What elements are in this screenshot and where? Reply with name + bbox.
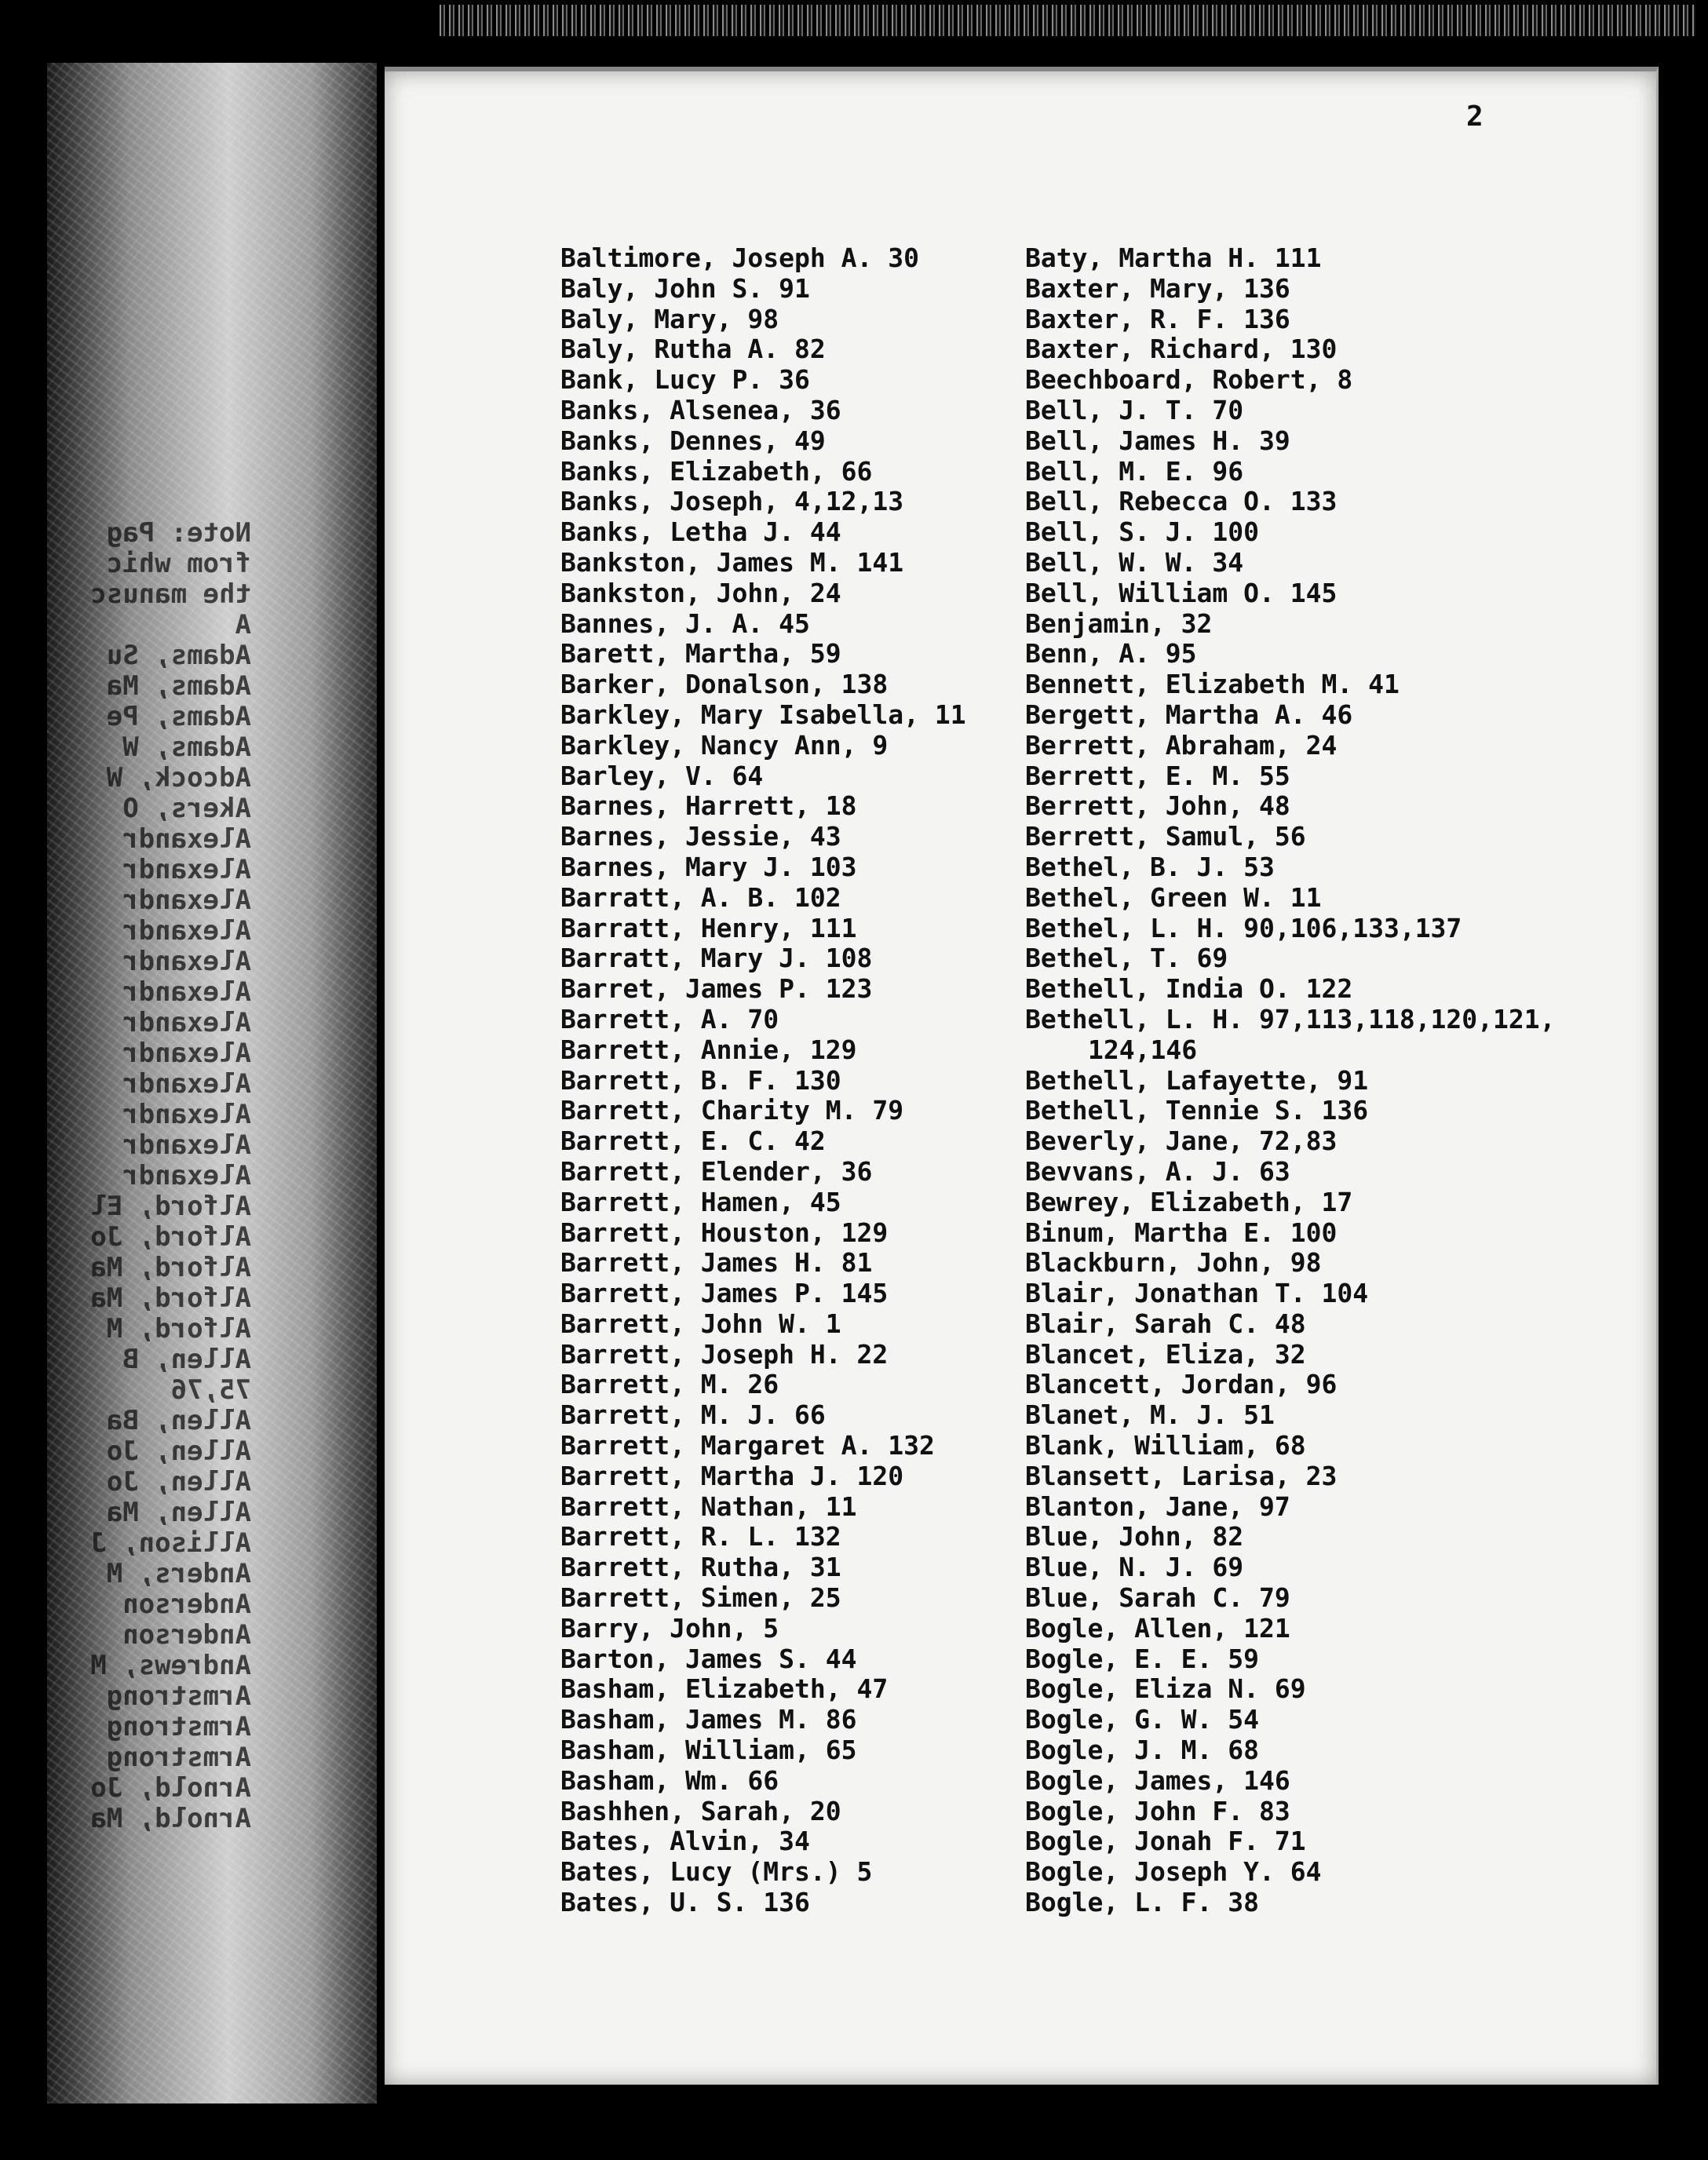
ghost-line: Alford, Ma [90, 1252, 251, 1283]
ghost-line: Alford, M [106, 1313, 251, 1345]
adjacent-page-ghost-text [63, 518, 251, 1834]
index-column-left [560, 243, 966, 1918]
index-entry: Basham, James M. 86 [560, 1704, 857, 1735]
index-entry: Benjamin, 32 [1025, 608, 1213, 639]
index-entry: Barrett, Rutha, 31 [560, 1552, 841, 1583]
index-entry: Barrett, R. L. 132 [560, 1521, 841, 1552]
scan-edge-noise [440, 5, 1695, 36]
ghost-line: Allison, J [90, 1527, 251, 1559]
ghost-line: A [235, 609, 251, 640]
ghost-line: Allen, B [122, 1344, 251, 1375]
index-entry: Baty, Martha H. 111 [1025, 243, 1322, 273]
index-entry: Baxter, Richard, 130 [1025, 334, 1338, 365]
index-entry: Barker, Donalson, 138 [560, 669, 889, 700]
index-entry: Banks, Elizabeth, 66 [560, 455, 873, 487]
index-entry: Bethell, L. H. 97,113,118,120,121, [1025, 1003, 1556, 1034]
index-entry: Baly, Rutha A. 82 [560, 334, 826, 365]
ghost-line: Alexandr [122, 1160, 251, 1191]
index-entry: Barret, James P. 123 [560, 973, 873, 1005]
index-entry: Bevvans, A. J. 63 [1025, 1155, 1290, 1187]
index-entry: Bell, William O. 145 [1025, 577, 1338, 608]
ghost-line: Alexandr [122, 1068, 251, 1100]
index-entry: Blair, Sarah C. 48 [1025, 1308, 1306, 1339]
index-entry: Blank, William, 68 [1025, 1430, 1306, 1461]
ghost-line: Alexandr [122, 1038, 251, 1069]
ghost-line: Anders, M [106, 1558, 251, 1589]
index-entry: Barrett, B. F. 130 [560, 1064, 841, 1096]
ghost-line: Alexandr [122, 976, 251, 1008]
index-entry: Barrett, Hamen, 45 [560, 1186, 841, 1217]
index-entry: 124,146 [1088, 1034, 1198, 1065]
index-entry: Barrett, Margaret A. 132 [560, 1430, 935, 1461]
index-entry: Barrett, Simen, 25 [560, 1582, 841, 1614]
index-entry: Bell, J. T. 70 [1025, 394, 1244, 425]
ghost-line: Arnold, Jo [90, 1772, 251, 1804]
ghost-line: Allen, Ba [106, 1405, 251, 1436]
index-entry: Barley, V. 64 [560, 760, 764, 791]
index-entry: Beechboard, Robert, 8 [1025, 364, 1353, 396]
index-entry: Bethell, Tennie S. 136 [1025, 1095, 1369, 1126]
index-entry: Basham, William, 65 [560, 1735, 857, 1766]
index-entry: Barrett, A. 70 [560, 1003, 779, 1034]
index-entry: Bewrey, Elizabeth, 17 [1025, 1186, 1353, 1217]
index-entry: Barrett, E. C. 42 [560, 1126, 826, 1157]
index-entry: Bogle, J. M. 68 [1025, 1735, 1260, 1766]
index-entry: Blue, John, 82 [1025, 1521, 1244, 1552]
index-entry: Baly, Mary, 98 [560, 303, 779, 334]
ghost-line: Alexandr [122, 1007, 251, 1038]
index-entry: Blue, N. J. 69 [1025, 1552, 1244, 1583]
index-entry: Barkley, Mary Isabella, 11 [560, 699, 966, 730]
index-entry: Barkley, Nancy Ann, 9 [560, 729, 889, 761]
ghost-line: Anderson [122, 1589, 251, 1620]
index-entry: Bethel, T. 69 [1025, 943, 1228, 974]
ghost-line: Adams, W [122, 732, 251, 763]
index-entry: Barratt, A. B. 102 [560, 881, 841, 913]
index-entry: Bogle, John F. 83 [1025, 1795, 1290, 1826]
ghost-line: Adcock, W [106, 762, 251, 794]
index-entry: Bogle, G. W. 54 [1025, 1704, 1260, 1735]
ghost-line: Anderson [122, 1619, 251, 1651]
index-entry: Banks, Joseph, 4,12,13 [560, 486, 904, 517]
index-entry: Bell, James H. 39 [1025, 425, 1290, 456]
index-entry: Baxter, R. F. 136 [1025, 303, 1290, 334]
index-entry: Barnes, Jessie, 43 [560, 821, 841, 852]
ghost-line: Alford, Jo [90, 1221, 251, 1253]
adjacent-page-strip [47, 63, 377, 2103]
ghost-line: Akers, O [122, 793, 251, 824]
index-entry: Berrett, Samul, 56 [1025, 821, 1306, 852]
index-column-right [1025, 243, 1556, 1918]
index-entry: Bell, M. E. 96 [1025, 455, 1244, 487]
ghost-line: Adams, Pe [106, 701, 251, 732]
ghost-line: 75,76 [170, 1374, 251, 1406]
ghost-line: Adams, Su [106, 640, 251, 671]
index-entry: Bethell, India O. 122 [1025, 973, 1353, 1005]
index-entry: Berrett, John, 48 [1025, 790, 1290, 822]
index-entry: Barrett, James P. 145 [560, 1278, 889, 1309]
ghost-line: Alexandr [122, 823, 251, 855]
ghost-line: Alford, El [90, 1191, 251, 1222]
index-entry: Blue, Sarah C. 79 [1025, 1582, 1290, 1614]
index-entry: Bethel, Green W. 11 [1025, 881, 1322, 913]
index-entry: Bates, Alvin, 34 [560, 1826, 810, 1857]
index-entry: Barrett, Joseph H. 22 [560, 1338, 889, 1370]
ghost-line: Allen, Jo [106, 1466, 251, 1498]
ghost-line: Armstrong [106, 1680, 251, 1712]
index-entry: Bennett, Elizabeth M. 41 [1025, 669, 1400, 700]
index-entry: Bethel, B. J. 53 [1025, 851, 1275, 882]
index-entry: Bannes, J. A. 45 [560, 608, 810, 639]
index-entry: Bergett, Martha A. 46 [1025, 699, 1353, 730]
ghost-line: from whic [106, 548, 251, 579]
ghost-line: Armstrong [106, 1742, 251, 1773]
ghost-line: Alford, Ma [90, 1282, 251, 1314]
index-entry: Barnes, Harrett, 18 [560, 790, 857, 822]
index-entry: Banks, Dennes, 49 [560, 425, 826, 456]
ghost-line: Adams, Ma [106, 670, 251, 702]
ghost-line: Note: Pag [106, 518, 251, 549]
index-entry: Blair, Jonathan T. 104 [1025, 1278, 1369, 1309]
index-entry: Berrett, E. M. 55 [1025, 760, 1290, 791]
index-entry: Barrett, Martha J. 120 [560, 1460, 904, 1491]
index-entry: Barry, John, 5 [560, 1612, 779, 1644]
ghost-line: Allen, Jo [106, 1436, 251, 1467]
index-entry: Banks, Alsenea, 36 [560, 394, 841, 425]
index-entry: Barrett, Elender, 36 [560, 1155, 873, 1187]
index-entry: Bank, Lucy P. 36 [560, 364, 810, 396]
index-entry: Bogle, L. F. 38 [1025, 1887, 1260, 1918]
ghost-line: Alexandr [122, 1129, 251, 1161]
page-number: 2 [1466, 100, 1484, 133]
index-entry: Blancet, Eliza, 32 [1025, 1338, 1306, 1370]
index-entry: Bogle, James, 146 [1025, 1764, 1290, 1796]
index-entry: Basham, Elizabeth, 47 [560, 1673, 889, 1705]
index-entry: Baly, John S. 91 [560, 272, 810, 304]
index-entry: Blansett, Larisa, 23 [1025, 1460, 1338, 1491]
index-entry: Bethell, Lafayette, 91 [1025, 1064, 1369, 1096]
index-entry: Barrett, Charity M. 79 [560, 1095, 904, 1126]
index-entry: Barrett, M. J. 66 [560, 1399, 826, 1431]
index-entry: Bell, S. J. 100 [1025, 516, 1260, 548]
index-entry: Barrett, James H. 81 [560, 1247, 873, 1279]
ghost-line: Alexandr [122, 854, 251, 885]
index-entry: Binum, Martha E. 100 [1025, 1217, 1338, 1248]
ghost-line: Allen, Ma [106, 1497, 251, 1528]
index-entry: Benn, A. 95 [1025, 638, 1197, 670]
index-entry: Barnes, Mary J. 103 [560, 851, 857, 882]
index-entry: Bates, U. S. 136 [560, 1887, 810, 1918]
index-entry: Bankston, James M. 141 [560, 546, 904, 578]
index-entry: Bogle, Allen, 121 [1025, 1612, 1290, 1644]
ghost-line: Alexandr [122, 1099, 251, 1130]
index-entry: Barrett, Nathan, 11 [560, 1490, 857, 1522]
index-entry: Blancett, Jordan, 96 [1025, 1369, 1338, 1400]
ghost-line: Arnold, Ma [90, 1803, 251, 1834]
index-entry: Basham, Wm. 66 [560, 1764, 779, 1796]
index-entry: Barett, Martha, 59 [560, 638, 841, 670]
index-entry: Barrett, M. 26 [560, 1369, 779, 1400]
index-entry: Barratt, Henry, 111 [560, 912, 857, 943]
index-entry: Blanet, M. J. 51 [1025, 1399, 1275, 1431]
index-entry: Bashhen, Sarah, 20 [560, 1795, 841, 1826]
index-entry: Baltimore, Joseph A. 30 [560, 243, 919, 273]
index-entry: Bankston, John, 24 [560, 577, 841, 608]
index-entry: Beverly, Jane, 72,83 [1025, 1126, 1338, 1157]
index-entry: Barton, James S. 44 [560, 1643, 857, 1674]
index-entry: Bogle, Eliza N. 69 [1025, 1673, 1306, 1705]
index-entry: Barrett, John W. 1 [560, 1308, 841, 1339]
ghost-line: the manusc [90, 578, 251, 610]
index-entry: Blanton, Jane, 97 [1025, 1490, 1290, 1522]
ghost-line: Alexandr [122, 915, 251, 947]
index-entry: Barrett, Houston, 129 [560, 1217, 889, 1248]
ghost-line: Alexandr [122, 946, 251, 977]
index-entry: Bell, W. W. 34 [1025, 546, 1244, 578]
index-entry: Baxter, Mary, 136 [1025, 272, 1290, 304]
index-entry: Berrett, Abraham, 24 [1025, 729, 1338, 761]
index-entry: Bell, Rebecca O. 133 [1025, 486, 1338, 517]
ghost-line: Armstrong [106, 1711, 251, 1742]
index-entry: Bogle, Jonah F. 71 [1025, 1826, 1306, 1857]
index-entry: Barratt, Mary J. 108 [560, 943, 873, 974]
index-entry: Bogle, E. E. 59 [1025, 1643, 1260, 1674]
ghost-line: Alexandr [122, 885, 251, 916]
index-entry: Barrett, Annie, 129 [560, 1034, 857, 1065]
index-entry: Banks, Letha J. 44 [560, 516, 841, 548]
index-entry: Bethel, L. H. 90,106,133,137 [1025, 912, 1462, 943]
index-entry: Bogle, Joseph Y. 64 [1025, 1856, 1322, 1888]
index-entry: Bates, Lucy (Mrs.) 5 [560, 1856, 873, 1888]
index-entry: Blackburn, John, 98 [1025, 1247, 1322, 1279]
ghost-line: Andrews, M [90, 1650, 251, 1681]
